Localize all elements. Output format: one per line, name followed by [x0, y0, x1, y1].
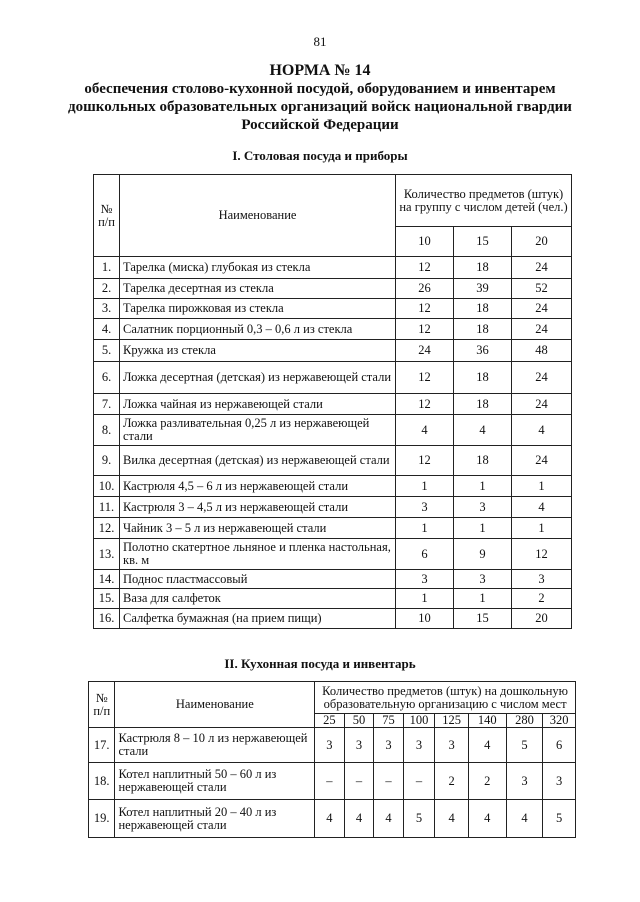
quantity-cell: 39	[454, 279, 512, 299]
quantity-cell: –	[403, 763, 435, 800]
row-number: 18.	[89, 763, 115, 800]
quantity-cell: 15	[454, 609, 512, 629]
quantity-cell: 18	[454, 362, 512, 394]
quantity-cell: 9	[454, 539, 512, 570]
quantity-cell: 3	[396, 497, 454, 518]
header-name: Наименование	[120, 175, 396, 257]
item-name: Поднос пластмассовый	[120, 570, 396, 589]
quantity-cell: 12	[396, 394, 454, 415]
item-name: Котел наплитный 20 – 40 л из нержавеющей стали	[115, 800, 315, 838]
quantity-cell: 2	[435, 763, 469, 800]
item-name: Полотно скатертное льняное и пленка настольная, кв. м	[120, 539, 396, 570]
section-2-title: II. Кухонная посуда и инвентарь	[224, 656, 416, 671]
quantity-cell: –	[315, 763, 345, 800]
quantity-cell: 4	[435, 800, 469, 838]
quantity-cell: 12	[396, 257, 454, 279]
quantity-cell: 3	[454, 497, 512, 518]
quantity-cell: 18	[454, 319, 512, 340]
quantity-cell: 18	[454, 257, 512, 279]
table-row	[94, 362, 572, 394]
header-col: 125	[435, 714, 469, 728]
quantity-cell: 4	[315, 800, 345, 838]
quantity-cell: 3	[315, 728, 345, 763]
quantity-cell: 1	[396, 589, 454, 609]
row-number: 12.	[94, 518, 120, 539]
quantity-cell: 3	[543, 763, 576, 800]
row-number: 8.	[94, 415, 120, 446]
table-row	[94, 476, 572, 497]
quantity-cell: 12	[396, 299, 454, 319]
item-name: Салфетка бумажная (на прием пищи)	[120, 609, 396, 629]
quantity-cell: 18	[454, 394, 512, 415]
quantity-cell: 3	[435, 728, 469, 763]
quantity-cell: 3	[403, 728, 435, 763]
quantity-cell: 1	[454, 518, 512, 539]
title-line-1: обеспечения столово-кухонной посудой, оборудованием и инвентарем	[84, 81, 556, 97]
quantity-cell: 24	[512, 319, 572, 340]
row-number: 11.	[94, 497, 120, 518]
row-number: 17.	[89, 728, 115, 763]
header-col: 140	[468, 714, 506, 728]
item-name: Ложка чайная из нержавеющей стали	[120, 394, 396, 415]
table-row	[94, 394, 572, 415]
table-row	[94, 570, 572, 589]
quantity-cell: 36	[454, 340, 512, 362]
table-kitchenware	[88, 681, 576, 838]
table-row	[94, 279, 572, 299]
header-col: 25	[315, 714, 345, 728]
table-row	[94, 589, 572, 609]
item-name: Тарелка десертная из стекла	[120, 279, 396, 299]
quantity-cell: 3	[396, 570, 454, 589]
item-name: Кастрюля 3 – 4,5 л из нержавеющей стали	[120, 497, 396, 518]
quantity-cell: 1	[512, 518, 572, 539]
row-number: 5.	[94, 340, 120, 362]
quantity-cell: 3	[506, 763, 543, 800]
item-name: Тарелка (миска) глубокая из стекла	[120, 257, 396, 279]
title-main: НОРМА № 14	[269, 62, 371, 79]
quantity-cell: 18	[454, 299, 512, 319]
quantity-cell: 4	[512, 497, 572, 518]
item-name: Вилка десертная (детская) из нержавеющей стали	[120, 446, 396, 476]
item-name: Кружка из стекла	[120, 340, 396, 362]
table-row	[94, 609, 572, 629]
row-number: 19.	[89, 800, 115, 838]
quantity-cell: 4	[506, 800, 543, 838]
quantity-cell: 12	[396, 362, 454, 394]
document-title	[40, 62, 600, 134]
row-number: 13.	[94, 539, 120, 570]
quantity-cell: 3	[454, 570, 512, 589]
quantity-cell: 4	[374, 800, 404, 838]
quantity-cell: 4	[396, 415, 454, 446]
table-row	[94, 319, 572, 340]
quantity-cell: 3	[344, 728, 374, 763]
quantity-cell: 12	[512, 539, 572, 570]
item-name: Ваза для салфеток	[120, 589, 396, 609]
table-row	[94, 539, 572, 570]
header-col: 15	[454, 227, 512, 257]
quantity-cell: 4	[512, 415, 572, 446]
item-name: Кастрюля 4,5 – 6 л из нержавеющей стали	[120, 476, 396, 497]
quantity-cell: 5	[543, 800, 576, 838]
quantity-cell: 6	[396, 539, 454, 570]
item-name: Ложка разливательная 0,25 л из нержавеющей стали	[120, 415, 396, 446]
quantity-cell: 24	[396, 340, 454, 362]
table-row	[94, 340, 572, 362]
item-name: Ложка десертная (детская) из нержавеющей стали	[120, 362, 396, 394]
header-col: 100	[403, 714, 435, 728]
quantity-cell: 4	[454, 415, 512, 446]
quantity-cell: 24	[512, 446, 572, 476]
quantity-cell: 18	[454, 446, 512, 476]
header-col: 50	[344, 714, 374, 728]
quantity-cell: 1	[396, 518, 454, 539]
row-number: 16.	[94, 609, 120, 629]
item-name: Котел наплитный 50 – 60 л из нержавеющей стали	[115, 763, 315, 800]
table-row	[94, 299, 572, 319]
quantity-cell: 6	[543, 728, 576, 763]
table-row	[94, 497, 572, 518]
item-name: Тарелка пирожковая из стекла	[120, 299, 396, 319]
header-quantity: Количество предметов (штук) на дошкольную образовательную организацию с числом мест	[315, 682, 576, 714]
quantity-cell: 12	[396, 319, 454, 340]
quantity-cell: 4	[344, 800, 374, 838]
header-col: 280	[506, 714, 543, 728]
header-col: 75	[374, 714, 404, 728]
table-row	[89, 800, 576, 838]
table-row	[94, 257, 572, 279]
quantity-cell: 3	[374, 728, 404, 763]
quantity-cell: 2	[468, 763, 506, 800]
row-number: 7.	[94, 394, 120, 415]
row-number: 1.	[94, 257, 120, 279]
quantity-cell: 1	[396, 476, 454, 497]
quantity-cell: 4	[468, 800, 506, 838]
quantity-cell: –	[374, 763, 404, 800]
quantity-cell: 1	[454, 589, 512, 609]
header-name: Наименование	[115, 682, 315, 728]
table-tableware	[93, 174, 572, 629]
quantity-cell: 12	[396, 446, 454, 476]
table-row	[94, 415, 572, 446]
quantity-cell: 24	[512, 299, 572, 319]
page-number: 81	[313, 34, 327, 49]
quantity-cell: 20	[512, 609, 572, 629]
title-line-2: дошкольных образовательных организаций войск национальной гвардии	[68, 99, 572, 115]
table-row	[94, 446, 572, 476]
quantity-cell: 48	[512, 340, 572, 362]
header-quantity: Количество предметов (штук) на группу с числом детей (чел.)	[396, 175, 572, 227]
quantity-cell: 5	[506, 728, 543, 763]
quantity-cell: 24	[512, 394, 572, 415]
quantity-cell: 24	[512, 257, 572, 279]
item-name: Салатник порционный 0,3 – 0,6 л из стекла	[120, 319, 396, 340]
quantity-cell: 3	[512, 570, 572, 589]
row-number: 6.	[94, 362, 120, 394]
quantity-cell: 4	[468, 728, 506, 763]
row-number: 14.	[94, 570, 120, 589]
header-col: 320	[543, 714, 576, 728]
section-1-title: I. Столовая посуда и приборы	[232, 148, 408, 163]
row-number: 15.	[94, 589, 120, 609]
row-number: 3.	[94, 299, 120, 319]
quantity-cell: 2	[512, 589, 572, 609]
quantity-cell: 52	[512, 279, 572, 299]
item-name: Кастрюля 8 – 10 л из нержавеющей стали	[115, 728, 315, 763]
quantity-cell: 24	[512, 362, 572, 394]
header-num: № п/п	[94, 175, 120, 257]
quantity-cell: 26	[396, 279, 454, 299]
row-number: 10.	[94, 476, 120, 497]
item-name: Чайник 3 – 5 л из нержавеющей стали	[120, 518, 396, 539]
quantity-cell: 1	[454, 476, 512, 497]
row-number: 9.	[94, 446, 120, 476]
table-row	[89, 763, 576, 800]
table-row	[89, 728, 576, 763]
quantity-cell: 5	[403, 800, 435, 838]
table-row	[94, 518, 572, 539]
header-col: 20	[512, 227, 572, 257]
header-col: 10	[396, 227, 454, 257]
header-num: № п/п	[89, 682, 115, 728]
quantity-cell: 10	[396, 609, 454, 629]
quantity-cell: 1	[512, 476, 572, 497]
row-number: 2.	[94, 279, 120, 299]
quantity-cell: –	[344, 763, 374, 800]
title-line-3: Российской Федерации	[241, 117, 399, 133]
row-number: 4.	[94, 319, 120, 340]
